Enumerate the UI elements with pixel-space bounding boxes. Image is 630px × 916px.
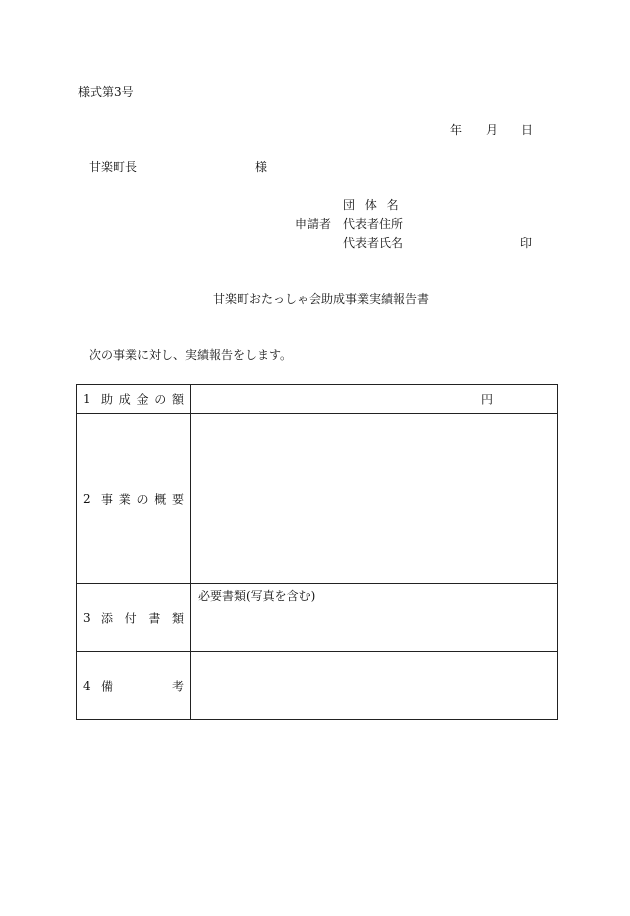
addressee-title: 甘楽町長	[89, 160, 138, 174]
row-subsidy-amount	[77, 385, 558, 414]
organization-label: 団 体 名	[343, 198, 399, 212]
report-table	[76, 384, 558, 720]
document-title: 甘楽町おたっしゃ会助成事業実績報告書	[213, 292, 430, 306]
representative-address-label: 代表者住所	[343, 217, 404, 231]
required-documents-note: 必要書類(写真を含む)	[198, 589, 316, 603]
representative-name-label: 代表者氏名	[343, 236, 404, 250]
remarks-label	[77, 652, 191, 720]
label-chars: 助 成 金 の 額	[101, 392, 184, 407]
project-summary-field[interactable]	[191, 414, 558, 584]
label-chars: 添 付 書 類	[101, 611, 184, 625]
seal-label: 印	[520, 236, 533, 250]
month-label: 月	[486, 123, 499, 137]
row-remarks	[77, 652, 558, 720]
project-summary-label	[77, 414, 191, 584]
applicant-role-label: 申請者	[295, 217, 332, 231]
row-number: 1	[83, 392, 91, 406]
form-number: 様式第3号	[78, 85, 134, 99]
row-project-summary	[77, 414, 558, 584]
yen-unit: 円	[480, 392, 493, 407]
remarks-field[interactable]	[191, 652, 558, 720]
attached-documents-field[interactable]	[191, 584, 558, 652]
day-label: 日	[521, 123, 534, 137]
attached-documents-label	[77, 584, 191, 652]
row-attached-documents	[77, 584, 558, 652]
row-number: 2	[83, 491, 91, 506]
row-number: 3	[83, 610, 91, 625]
subsidy-amount-label	[77, 385, 191, 414]
subsidy-amount-field[interactable]	[191, 385, 558, 414]
label-chars: 備 考	[101, 679, 184, 693]
year-label: 年	[450, 123, 463, 137]
label-chars: 事 業 の 概 要	[101, 492, 184, 506]
addressee-honorific: 様	[255, 160, 268, 174]
row-number: 4	[83, 678, 91, 693]
intro-text: 次の事業に対し、実績報告をします。	[89, 348, 293, 362]
